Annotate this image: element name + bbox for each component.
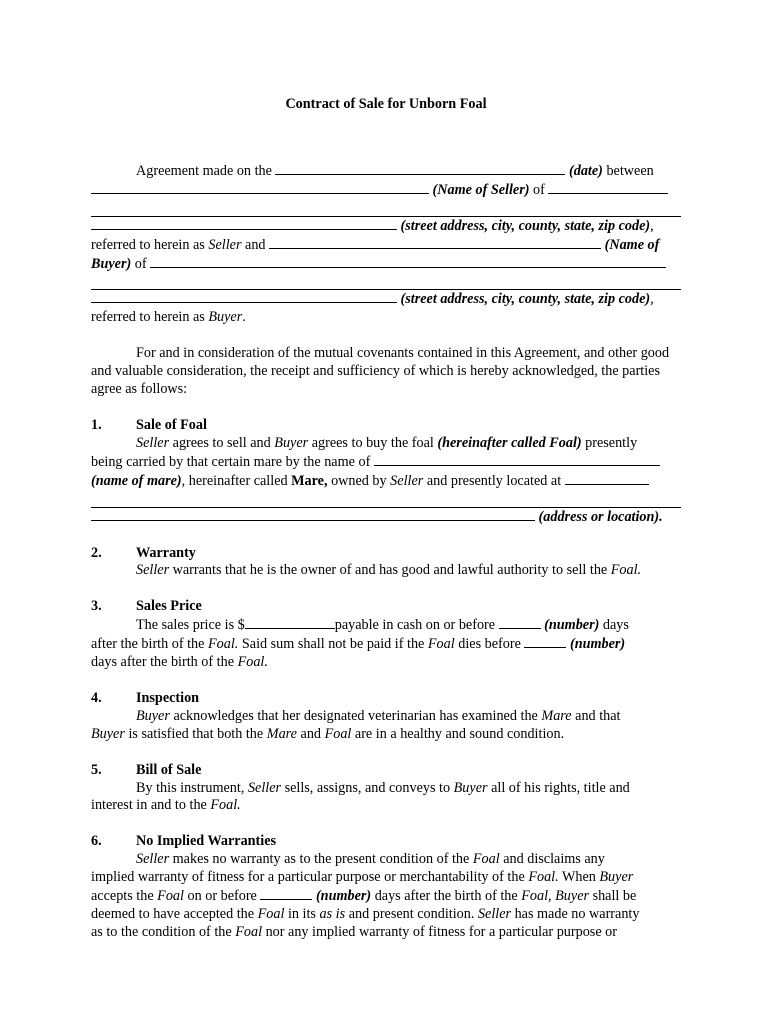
buyer-name-label: (Name of (604, 236, 660, 253)
text: payable in cash on or before (334, 617, 496, 634)
text: and presently located at (426, 472, 562, 489)
location-blank-2[interactable] (91, 491, 681, 508)
of-text: of (533, 181, 545, 198)
section-6 (91, 833, 681, 941)
text: acknowledges that her designated veterinarian has examined the (173, 707, 538, 724)
text: interest in and to the (91, 797, 207, 814)
buyer-address-blank-2[interactable] (91, 273, 681, 290)
text: days (602, 617, 629, 634)
section-heading: Inspection (136, 689, 200, 706)
section-number: 5. (91, 761, 102, 778)
section-3 (91, 598, 681, 672)
text: being carried by that certain mare by the name of (91, 453, 371, 470)
mare-term: Mare (541, 707, 572, 724)
text: and present condition. (348, 906, 475, 922)
price-blank[interactable] (245, 616, 335, 629)
foal-term: Foal (257, 906, 285, 922)
referred-text: referred to herein as (91, 236, 205, 253)
seller-address-blank-1[interactable] (548, 181, 668, 194)
date-label: (date) (569, 162, 603, 179)
seller-street-label: (street address, city, county, state, zip code) (400, 217, 651, 234)
seller-address-blank-2[interactable] (91, 200, 681, 217)
location-blank-3[interactable] (91, 508, 535, 521)
foal-definition: (hereinafter called Foal) (437, 434, 582, 451)
text: agrees to buy the foal (311, 434, 434, 451)
mare-term: Mare, (291, 472, 328, 489)
seller-name-blank[interactable] (91, 181, 429, 194)
consideration-paragraph: For and in consideration of the mutual covenants contained in this Agreement, and other good and valuable consideration, the receipt and sufficiency of which is hereby acknowledged, the parties agree as follows: (91, 345, 670, 398)
section-number: 6. (91, 833, 102, 850)
foal-term: Foal (472, 851, 500, 868)
text: dies before (458, 636, 521, 653)
foal-term: Foal (427, 636, 455, 653)
text: on or before (187, 888, 257, 905)
buyer-term: Buyer (453, 779, 488, 796)
text: and (300, 725, 322, 742)
foal-term: Foal (235, 923, 263, 940)
foal-buyer-term: Foal, Buyer (521, 888, 590, 905)
section-heading: No Implied Warranties (136, 833, 277, 850)
text: and that (575, 707, 621, 724)
text: all of his rights, title and (491, 779, 630, 796)
text: By this instrument, (136, 779, 245, 796)
text: is satisfied that both the (128, 725, 264, 742)
text: Said sum shall not be paid if the (241, 636, 425, 653)
location-blank-1[interactable] (565, 472, 649, 485)
text: has made no warranty (514, 906, 640, 922)
as-is-term: as is (319, 906, 346, 922)
number-label: (number) (544, 617, 600, 634)
seller-term: Seller (477, 906, 512, 922)
foal-term: Foal. (237, 654, 268, 671)
buyer-name-blank[interactable] (269, 236, 601, 249)
seller-term: Seller (390, 472, 424, 489)
seller-term: Seller (208, 236, 242, 253)
section-heading: Bill of Sale (136, 761, 202, 778)
section-4 (91, 690, 681, 744)
buyer-name-label-2: Buyer) (91, 255, 132, 272)
section-number: 4. (91, 689, 102, 706)
text: implied warranty of fitness for a particular purpose or merchantability of the (91, 869, 525, 886)
foal-term: Foal (324, 725, 352, 742)
section-number: 2. (91, 544, 102, 561)
seller-term: Seller (136, 851, 170, 868)
text: shall be (592, 888, 637, 905)
date-blank[interactable] (275, 162, 565, 175)
buyer-term: Buyer (599, 869, 634, 886)
section-5 (91, 762, 681, 816)
days-blank-1[interactable] (499, 616, 541, 629)
of-text: of (134, 255, 147, 272)
text: as to the condition of the (91, 923, 232, 940)
buyer-term: Buyer (91, 725, 125, 742)
text: after the birth of the (91, 636, 205, 653)
between-text: between (606, 162, 654, 179)
text: deemed to have accepted the (91, 906, 255, 922)
foal-term: Foal (157, 888, 184, 905)
section-heading: Warranty (136, 544, 196, 561)
text: nor any implied warranty of fitness for a particular purpose or (265, 923, 617, 940)
text: warrants that he is the owner of and has good and lawful authority to sell the (172, 562, 608, 579)
text: owned by (331, 472, 387, 489)
buyer-address-blank-3[interactable] (91, 290, 397, 303)
text: The sales price is $ (136, 617, 245, 634)
number-label: (number) (569, 636, 626, 653)
buyer-address-blank-1[interactable] (150, 255, 666, 268)
text: days after the birth of the (91, 654, 235, 671)
text: agrees to sell and (172, 434, 271, 451)
acceptance-days-blank[interactable] (260, 887, 312, 900)
mare-term: Mare (266, 725, 297, 742)
text: When (561, 869, 596, 886)
foal-term: Foal. (208, 636, 239, 653)
section-number: 1. (91, 416, 102, 433)
period: . (242, 309, 246, 326)
foal-term: Foal. (528, 869, 559, 886)
foal-term: Foal. (210, 797, 241, 814)
referred-text: referred to herein as (91, 309, 205, 326)
comma: , (650, 291, 654, 308)
section-heading: Sales Price (136, 598, 202, 615)
document-title: Contract of Sale for Unborn Foal (285, 96, 487, 112)
buyer-street-label: (street address, city, county, state, zip code) (400, 291, 651, 308)
seller-term: Seller (136, 434, 170, 451)
buyer-term: Buyer (136, 707, 170, 724)
seller-name-label: (Name of Seller) (432, 181, 530, 198)
foal-term: Foal. (610, 562, 642, 579)
text: in its (287, 906, 316, 922)
text: presently (585, 434, 638, 451)
section-1 (91, 417, 681, 527)
text: accepts the (91, 888, 154, 905)
text: days after the birth of the (374, 888, 518, 905)
seller-term: Seller (247, 779, 282, 796)
section-2 (91, 545, 681, 581)
buyer-term: Buyer (274, 434, 309, 451)
seller-term: Seller (136, 562, 170, 579)
days-blank-2[interactable] (524, 635, 566, 648)
seller-address-blank-3[interactable] (91, 217, 397, 230)
comma: , (650, 217, 654, 234)
section-number: 3. (91, 598, 102, 615)
text: , hereinafter called (181, 472, 288, 489)
location-label: (address or location). (538, 508, 663, 525)
text: makes no warranty as to the present condition of the (172, 851, 470, 868)
text: sells, assigns, and conveys to (284, 779, 451, 796)
document-page (91, 88, 681, 942)
mare-name-label: (name of mare) (91, 472, 182, 489)
buyer-term: Buyer (208, 309, 243, 326)
text: are in a healthy and sound condition. (354, 725, 565, 742)
intro-paragraph (91, 162, 681, 327)
and-text: and (245, 236, 266, 253)
mare-name-blank[interactable] (374, 453, 660, 466)
section-heading: Sale of Foal (136, 416, 207, 433)
number-label: (number) (315, 888, 372, 905)
text: and disclaims any (503, 851, 605, 868)
intro-text: Agreement made on the (136, 162, 272, 179)
